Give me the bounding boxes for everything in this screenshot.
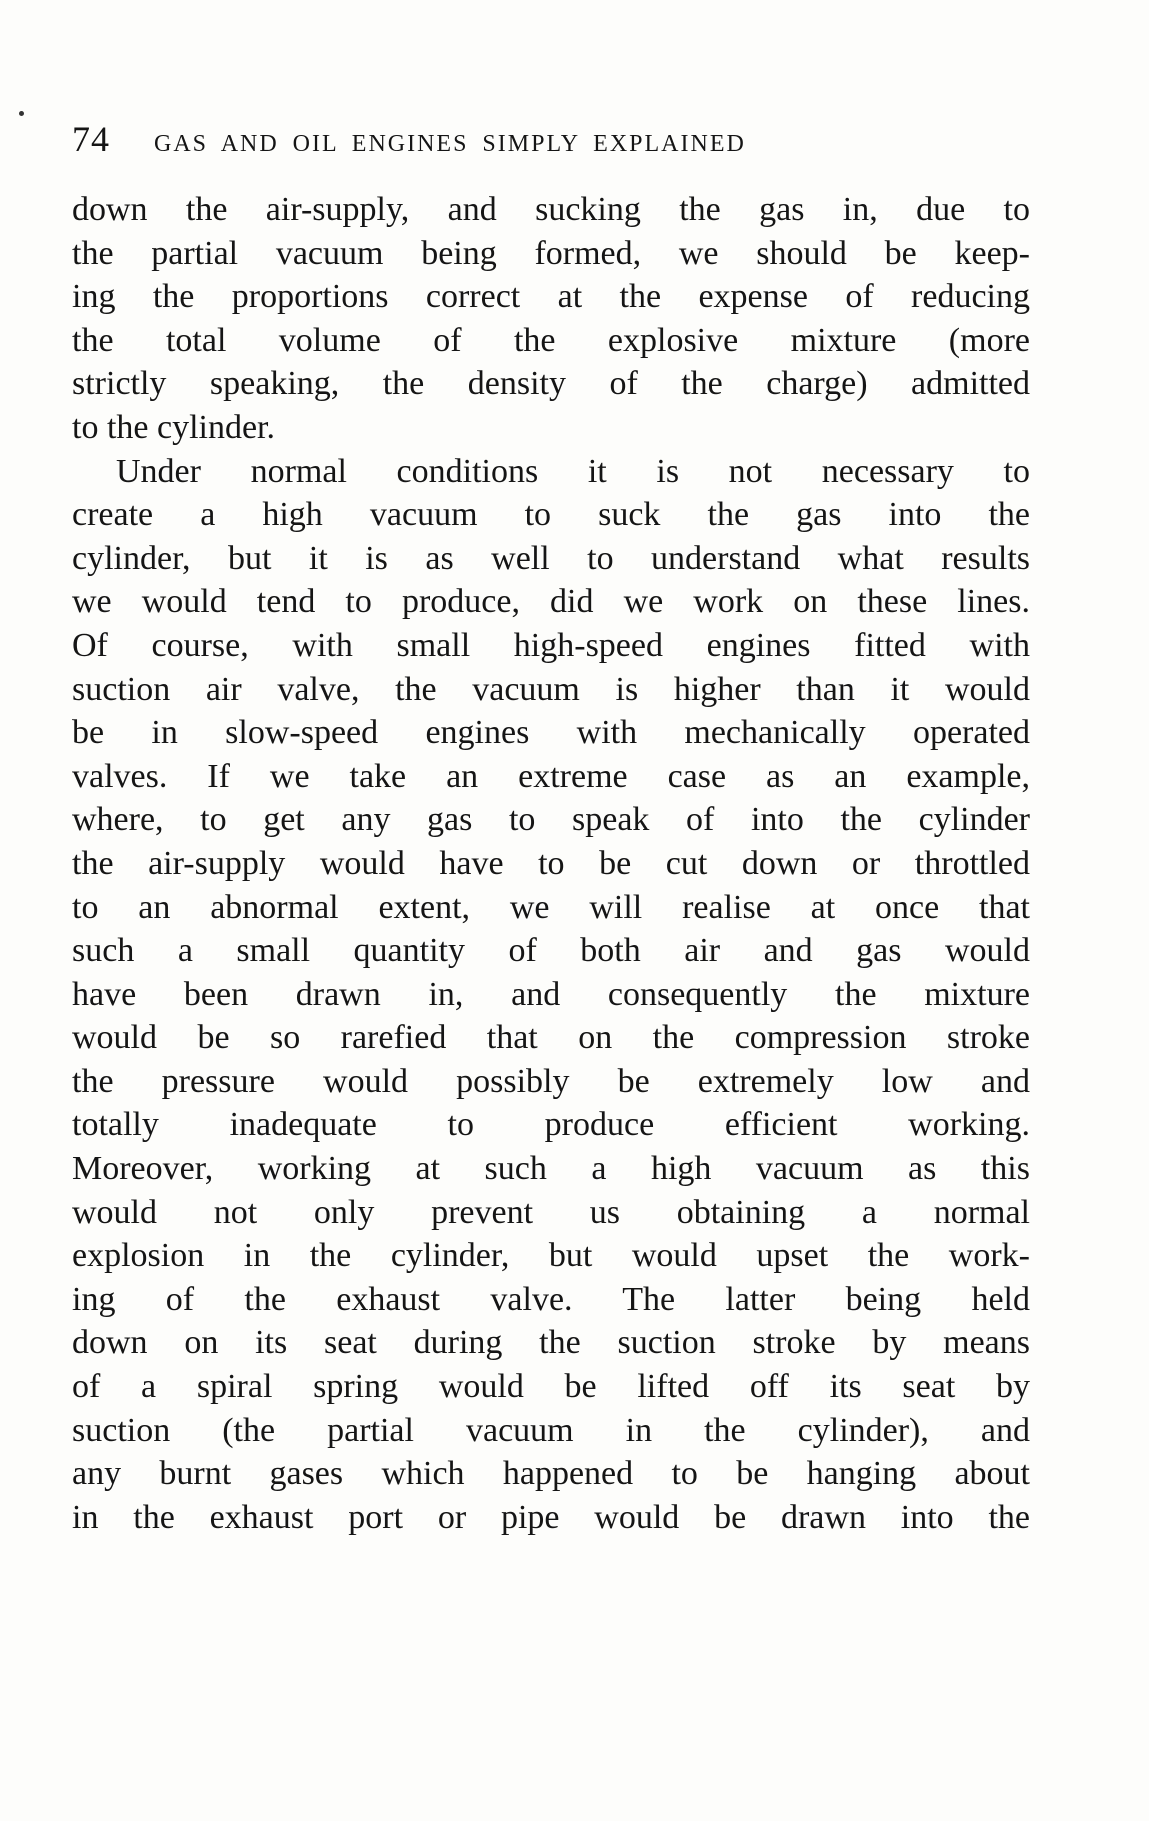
- text-line: ing the proportions correct at the expense of reducing: [72, 278, 1030, 316]
- text-line: in the exhaust port or pipe would be drawn into the: [72, 1498, 1030, 1536]
- text-line: the partial vacuum being formed, we should be keep-: [72, 234, 1030, 272]
- stray-ink-dot: [19, 111, 24, 116]
- text-line: down on its seat during the suction stroke by means: [72, 1324, 1030, 1362]
- text-line: suction air valve, the vacuum is higher than it would: [72, 670, 1030, 708]
- text-line: the air-supply would have to be cut down or throttled: [72, 844, 1030, 882]
- paragraph-start-line: Under normal conditions it is not necessary to: [116, 452, 1030, 490]
- text-line: Moreover, working at such a high vacuum as this: [72, 1150, 1030, 1188]
- text-line: we would tend to produce, did we work on these lines.: [72, 583, 1030, 621]
- running-title: GAS AND OIL ENGINES SIMPLY EXPLAINED: [154, 131, 746, 157]
- text-line: ing of the exhaust valve. The latter being held: [72, 1280, 1030, 1318]
- text-line: down the air-supply, and sucking the gas in, due to: [72, 191, 1030, 228]
- text-line: the pressure would possibly be extremely low and: [72, 1062, 1030, 1100]
- text-line: would not only prevent us obtaining a normal: [72, 1193, 1030, 1231]
- text-line: have been drawn in, and consequently the mixture: [72, 975, 1030, 1013]
- text-line: to the cylinder.: [72, 408, 276, 446]
- text-line: be in slow-speed engines with mechanically operated: [72, 714, 1030, 752]
- text-line: suction (the partial vacuum in the cylinder), and: [72, 1411, 1030, 1449]
- text-line: any burnt gases which happened to be hanging about: [72, 1455, 1030, 1493]
- text-line: to an abnormal extent, we will realise at once that: [72, 888, 1030, 926]
- text-line: create a high vacuum to suck the gas into the: [72, 496, 1030, 534]
- text-line: totally inadequate to produce efficient working.: [72, 1106, 1030, 1144]
- text-line: the total volume of the explosive mixture (more: [72, 321, 1030, 359]
- page-number: 74: [72, 119, 110, 159]
- text-line: of a spiral spring would be lifted off its seat by: [72, 1368, 1030, 1406]
- page-header: [72, 118, 972, 168]
- text-line: such a small quantity of both air and gas would: [72, 932, 1030, 970]
- text-line: strictly speaking, the density of the charge) admitted: [72, 365, 1030, 403]
- text-line: Of course, with small high-speed engines fitted with: [72, 626, 1030, 664]
- text-line: would be so rarefied that on the compression stroke: [72, 1019, 1030, 1057]
- text-line: where, to get any gas to speak of into the cylinder: [72, 801, 1030, 839]
- body-text: [72, 188, 1030, 1539]
- text-line: explosion in the cylinder, but would upset the work-: [72, 1237, 1030, 1275]
- text-line: valves. If we take an extreme case as an example,: [72, 757, 1030, 795]
- text-line: cylinder, but it is as well to understand what results: [72, 539, 1030, 577]
